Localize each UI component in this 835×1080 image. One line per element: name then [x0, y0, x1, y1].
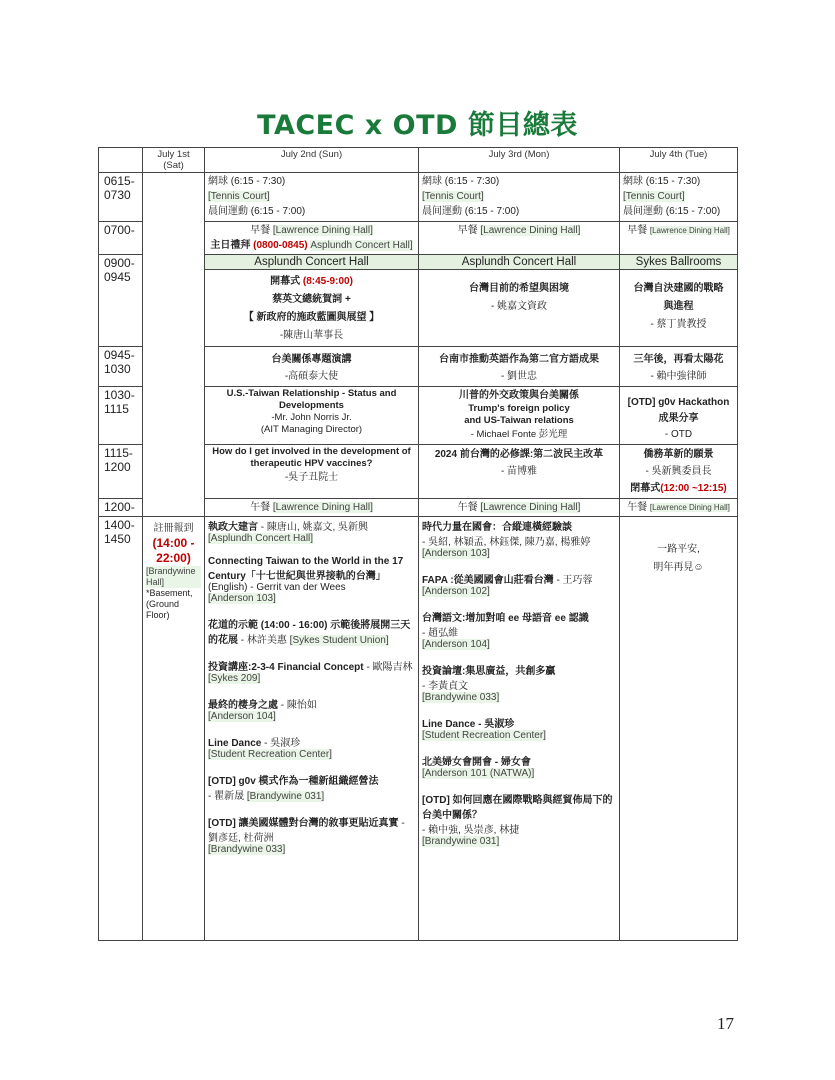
speaker-title: (AIT Managing Director) [260, 424, 363, 435]
meal: 早餐 [457, 225, 478, 236]
session: 花道的示範 (14:00 - 16:00) 示範後將展開三天的花展 - 林許美惠 [Sykes Student Union] [208, 620, 411, 646]
meal: 早餐 [627, 225, 648, 236]
sun-cell [205, 347, 419, 387]
session: [OTD] 讓美國媒體對台灣的敘事更貼近真實 - 劉彥廷, 杜荷洲 [Brandywine 033] [208, 818, 405, 855]
session-title: 【 新政府的施政藍圖與展望 】 [243, 312, 380, 323]
sun-cell [205, 222, 419, 255]
room-tag: [Anderson 103] [422, 548, 490, 559]
session-title: U.S.-Taiwan Relationship - Status and Developments [226, 388, 397, 411]
activity: 晨间運動 (6:15 - 7:00) [422, 206, 520, 217]
session: 最終的棲身之處 - 陳怡如 [Anderson 104] [208, 700, 317, 722]
session-title-en: Trump's foreign policy [468, 403, 570, 414]
mon-cell [419, 517, 620, 941]
session: [OTD] 如何回應在國際戰略與經貿佈局下的台美中關係？ - 賴中強, 吳崇彥, 林捷 [Brandywine 031] [422, 795, 613, 847]
session-title: 川普的外交政策與台美關係 [459, 390, 579, 401]
header-row [99, 148, 738, 173]
row-1400 [99, 517, 738, 941]
closing: 閉幕式 [630, 483, 661, 494]
room-tag: [Anderson 102] [422, 586, 490, 597]
header-sun: July 2nd (Sun) [205, 148, 419, 173]
session: 時代力量在國會：合縱連橫經驗談 - 吳紹, 林穎孟, 林鈺傑, 陳乃嘉, 楊雅婷 [Anderson 103] [422, 522, 591, 559]
session-title: 台美關係專題演講 [271, 354, 352, 365]
time-cell: 1030- 1115 [99, 387, 143, 445]
speaker: -陳唐山華事長 [279, 330, 344, 341]
speaker: - Michael Fonte 彭光理 [470, 429, 568, 440]
meal: 午餐 [250, 502, 271, 513]
time-cell: 0700- [99, 222, 143, 255]
venue-cell: Asplundh Concert Hall [205, 255, 419, 270]
time-cell: 1115- 1200 [99, 445, 143, 499]
header-mon: July 3rd (Mon) [419, 148, 620, 173]
room-tag: [Lawrence Dining Hall] [649, 226, 730, 235]
sun-cell [205, 517, 419, 941]
room-note: *Basement, (Ground Floor) [146, 588, 193, 620]
session-title: 開幕式 [270, 276, 301, 287]
mon-cell [419, 387, 620, 445]
mon-cell [419, 445, 620, 499]
speaker: - 劉世忠 [500, 371, 538, 382]
session: Connecting Taiwan to the World in the 17 Century「十七世紀與世界接軌的台灣」 (English) - Gerrit van der Wees [Anderson 103] [208, 556, 404, 604]
header-time [99, 148, 143, 173]
sat-cell [143, 517, 205, 941]
room-tag: [Lawrence Dining Hall] [272, 225, 373, 236]
room-tag: [Lawrence Dining Hall] [649, 503, 730, 512]
session-title: 台灣自決建國的戰略 [633, 283, 724, 294]
room-tag: [Anderson 104] [422, 639, 490, 650]
mon-cell [419, 347, 620, 387]
sun-cell [205, 387, 419, 445]
tue-cell [620, 270, 738, 347]
room-tag: Asplundh Concert Hall] [310, 240, 413, 251]
room-tag: [Tennis Court] [208, 191, 270, 202]
room-tag: [Anderson 103] [208, 593, 276, 604]
meal: 午餐 [457, 502, 478, 513]
venue-cell: Sykes Ballrooms [620, 255, 738, 270]
room-tag: [Brandywine 031] [422, 836, 500, 847]
farewell: 一路平安, [657, 544, 700, 555]
room-tag: [Asplundh Concert Hall] [208, 533, 314, 544]
page-number: 17 [717, 1014, 734, 1033]
venue-cell: Asplundh Concert Hall [419, 255, 620, 270]
tue-cell [620, 387, 738, 445]
time-cell: 1200- [99, 499, 143, 517]
time-cell: 0615- 0730 [99, 173, 143, 222]
session-title: 台南市推動英語作為第二官方語成果 [439, 354, 599, 365]
tue-cell [620, 517, 738, 941]
sat-empty-cell [143, 173, 205, 517]
session: 投資論壇:集思廣益，共創多贏 - 李黃貞文 [Brandywine 033] [422, 666, 556, 703]
session-title: 與進程 [663, 301, 694, 312]
session: Line Dance - 吳淑珍 [Student Recreation Center] [208, 738, 332, 760]
room-tag: [Tennis Court] [623, 191, 685, 202]
activity: 網球 (6:15 - 7:30) [208, 176, 286, 187]
sun-cell [205, 499, 419, 517]
speaker: - 吳新興委員長 [645, 466, 712, 477]
session-title: 僑務革新的願景 [643, 449, 714, 460]
mon-cell [419, 270, 620, 347]
activity: 網球 (6:15 - 7:30) [623, 176, 701, 187]
service: 主日禮拜 [210, 240, 251, 251]
speaker: - 姚嘉文資政 [490, 301, 548, 312]
mon-cell [419, 222, 620, 255]
session: Line Dance - 吳淑珍 [Student Recreation Center] [422, 719, 546, 741]
speaker: - 賴中強律師 [650, 371, 707, 382]
session-title: 三年後，再看太陽花 [633, 354, 724, 365]
time-cell: 0900- 0945 [99, 255, 143, 347]
room-tag: [Sykes Student Union] [289, 635, 389, 646]
session: 投資講座:2-3-4 Financial Concept - 歐陽吉林 [Sykes 209] [208, 662, 413, 684]
service-time: (0800-0845) [253, 240, 308, 251]
tue-cell [620, 347, 738, 387]
room-tag: [Sykes 209] [208, 673, 261, 684]
room-tag: [Brandywine 031] [246, 791, 325, 802]
session-title: [OTD] g0v Hackathon [627, 397, 730, 408]
session-title-en: and US-Taiwan relations [464, 415, 574, 426]
row-0615 [99, 173, 738, 222]
sun-cell [205, 445, 419, 499]
closing-time: (12:00 ~12:15) [660, 483, 727, 494]
time-cell: 0945- 1030 [99, 347, 143, 387]
schedule-table [98, 147, 738, 941]
session-title: 蔡英文總統賀詞 + [272, 294, 351, 305]
sun-cell [205, 173, 419, 222]
session: 執政大建言 - 陳唐山, 姚嘉文, 吳新興 [Asplundh Concert Hall] [208, 522, 368, 544]
activity: 晨间運動 (6:15 - 7:00) [208, 206, 306, 217]
session-title: How do I get involved in the development of therapeutic HPV vaccines? [212, 446, 411, 469]
sun-cell [205, 270, 419, 347]
session-title: 2024 前台灣的必修課:第二波民主改革 [434, 449, 604, 460]
meal: 午餐 [627, 502, 648, 513]
speaker: - 苗博雅 [500, 466, 538, 477]
session: 台灣語文:增加對咱 ee 母語音 ee 認識 - 趙弘維 [Anderson 104] [422, 613, 589, 650]
speaker: - OTD [664, 429, 693, 440]
activity: 晨间運動 (6:15 - 7:00) [623, 206, 721, 217]
session: [OTD] g0v 模式作為一種新組織經營法 - 瞿新晟 [Brandywine 031] [208, 776, 379, 802]
room-tag: [Brandywine Hall] [146, 566, 201, 588]
room-tag: [Anderson 101 (NATWA)] [422, 768, 535, 779]
session-title: 台灣目前的希望與困境 [469, 283, 569, 294]
room-tag: [Brandywine 033] [422, 692, 500, 703]
room-tag: [Brandywine 033] [208, 844, 286, 855]
speaker: -高碩泰大使 [284, 371, 339, 382]
time-cell: 1400- 1450 [99, 517, 143, 941]
page-title: TACEC x OTD 節目總表 [257, 110, 578, 141]
session: FAPA :從美國國會山莊看台灣 - 王巧蓉 [Anderson 102] [422, 575, 593, 597]
tue-cell [620, 173, 738, 222]
room-tag: [Anderson 104] [208, 711, 276, 722]
speaker: -吳子丑院士 [284, 472, 339, 483]
registration-time: (14:00 - 22:00) [152, 536, 195, 565]
room-tag: [Student Recreation Center] [208, 749, 332, 760]
room-tag: [Student Recreation Center] [422, 730, 546, 741]
room-tag: [Tennis Court] [422, 191, 484, 202]
registration: 註冊報到 [153, 523, 194, 534]
farewell: 明年再見☺ [653, 562, 704, 573]
mon-cell [419, 173, 620, 222]
session-title: 成果分享 [658, 413, 699, 424]
session: 北美婦女會開會 - 婦女會 [Anderson 101 (NATWA)] [422, 757, 535, 779]
mon-cell [419, 499, 620, 517]
speaker: -Mr. John Norris Jr. [271, 412, 352, 423]
room-tag: [Lawrence Dining Hall] [480, 225, 581, 236]
speaker: - 蔡丁貴教授 [650, 319, 707, 330]
header-tue: July 4th (Tue) [620, 148, 738, 173]
room-tag: [Lawrence Dining Hall] [480, 502, 581, 513]
tue-cell [620, 445, 738, 499]
tue-cell [620, 222, 738, 255]
session-time: (8:45-9:00) [302, 276, 353, 287]
meal: 早餐 [250, 225, 271, 236]
room-tag: [Lawrence Dining Hall] [272, 502, 373, 513]
tue-cell [620, 499, 738, 517]
activity: 網球 (6:15 - 7:30) [422, 176, 500, 187]
header-sat: July 1st (Sat) [143, 148, 205, 173]
